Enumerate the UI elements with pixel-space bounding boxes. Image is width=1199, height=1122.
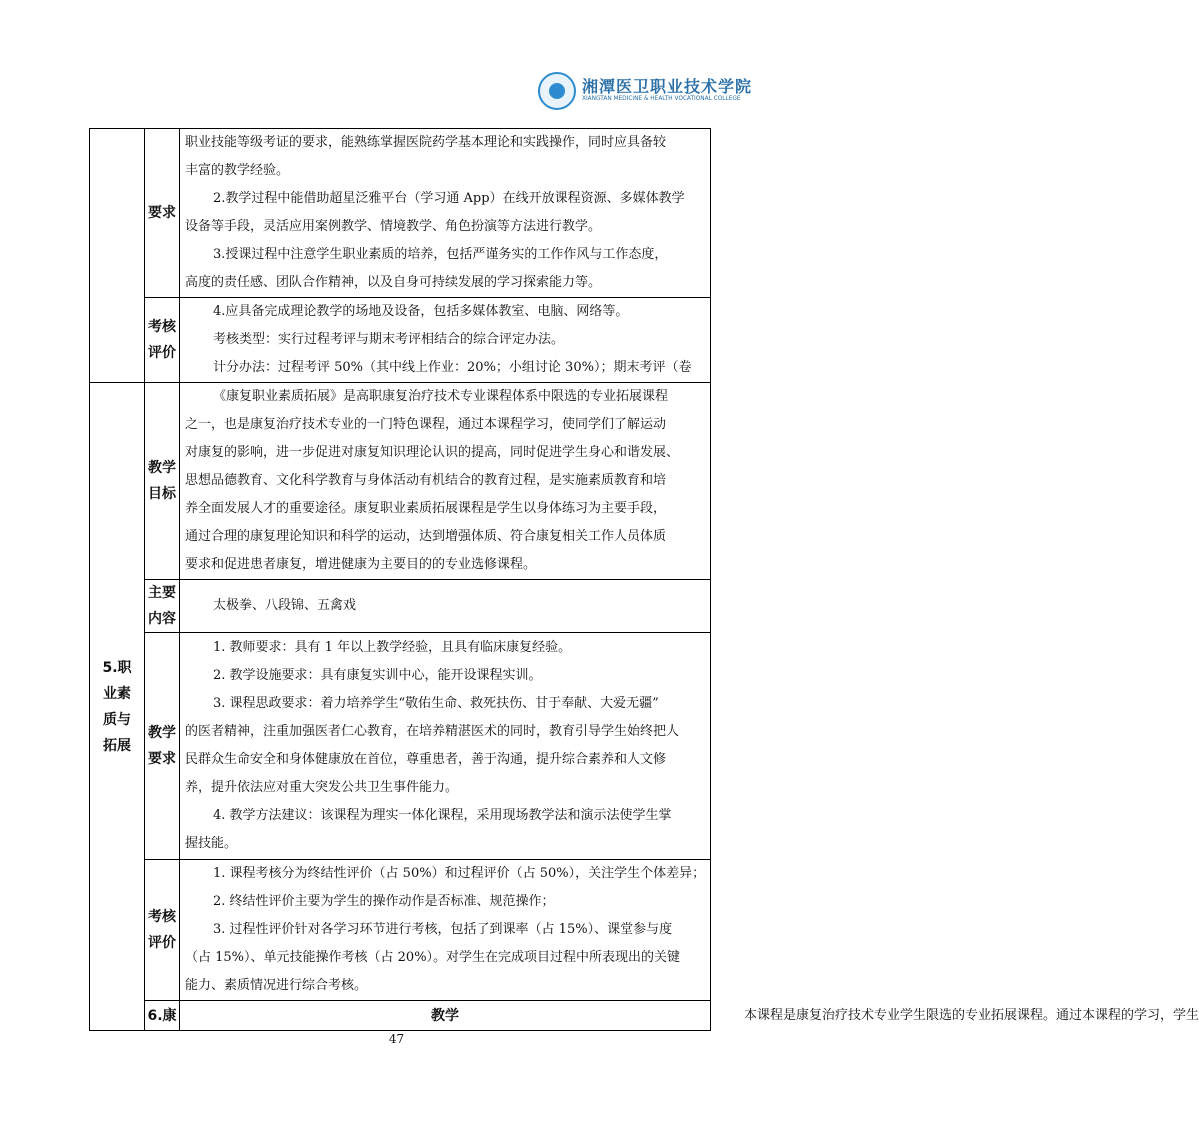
row-label: 教学 要求 bbox=[145, 633, 180, 860]
table-row bbox=[90, 633, 711, 860]
row-label: 考核 评价 bbox=[145, 860, 180, 1001]
table-row: 6.康 教学 本课程是康复治疗技术专业学生限选的专业拓展课程。通过本课程的学习，学生 bbox=[90, 1001, 711, 1031]
curriculum-table bbox=[89, 128, 1199, 1031]
college-logo bbox=[538, 72, 753, 114]
college-name: 湘潭医卫职业技术学院 bbox=[582, 77, 753, 96]
row-content: 太极拳、八段锦、五禽戏 bbox=[180, 580, 711, 633]
row-label: 考核 评价 bbox=[145, 298, 180, 383]
table-row bbox=[90, 860, 711, 1001]
row-content: 职业技能等级考证的要求，能熟练掌握医院药学基本理论和实践操作，同时应具备较 丰富的教学经验。 2.教学过程中能借助超星泛雅平台（学习通 App）在线开放课程资源、多媒体教学 设备等手段，灵活应用案例教学、情境教学、角色扮演等方法进行教学。 3.授课过程中注意学生职业素质的培养，包括严谨务实的工作作风与工作态度， 高度的责任感、团队合作精神，以及自身可持续发展的学习探索能力等。 bbox=[180, 129, 711, 298]
row-label: 教学 目标 bbox=[145, 383, 180, 580]
row-label: 主要 内容 bbox=[145, 580, 180, 633]
page-number: 47 bbox=[388, 1032, 405, 1046]
table-row bbox=[90, 129, 711, 298]
row-label: 要求 bbox=[145, 129, 180, 298]
section-title: 5.职 业素 质与 拓展 bbox=[90, 383, 145, 1031]
table-row bbox=[90, 383, 711, 580]
section-title: 6.康 bbox=[145, 1001, 180, 1031]
college-name-en: XIANGTAN MEDICINE & HEALTH VOCATIONAL COLLEGE bbox=[582, 96, 741, 102]
row-label: 教学 bbox=[180, 1001, 711, 1031]
row-content: 1. 课程考核分为终结性评价（占 50%）和过程评价（占 50%），关注学生个体差异； 2. 终结性评价主要为学生的操作动作是否标准、规范操作； 3. 过程性评价针对各学习环节进行考核，包括了到课率（占 15%）、课堂参与度 （占 15%）、单元技能操作考核（占 20%）。对学生在完成项目过程中所表现出的关键 能力、素质情况进行综合考核。 bbox=[180, 860, 711, 1001]
college-seal-icon bbox=[538, 72, 576, 110]
row-content: 1. 教师要求：具有 1 年以上教学经验，且具有临床康复经验。 2. 教学设施要求：具有康复实训中心，能开设课程实训。 3. 课程思政要求：着力培养学生“敬佑生命、救死扶伤、甘于奉献、大爱无疆” 的医者精神，注重加强医者仁心教育，在培养精湛医术的同时，教育引导学生始终把人 民群众生命安全和身体健康放在首位，尊重患者，善于沟通，提升综合素养和人文修 养，提升依法应对重大突发公共卫生事件能力。 4. 教学方法建议：该课程为理实一体化课程，采用现场教学法和演示法使学生掌 握技能。 bbox=[180, 633, 711, 860]
table-row bbox=[90, 580, 711, 633]
table-row bbox=[90, 298, 711, 383]
row-content: 4.应具备完成理论教学的场地及设备，包括多媒体教室、电脑、网络等。 考核类型：实行过程考评与期末考评相结合的综合评定办法。 计分办法：过程考评 50%（其中线上作业：20%；小组讨论 30%）；期末考评（卷 bbox=[180, 298, 711, 383]
row-content: 《康复职业素质拓展》是高职康复治疗技术专业课程体系中限选的专业拓展课程 之一，也是康复治疗技术专业的一门特色课程，通过本课程学习，使同学们了解运动 对康复的影响，进一步促进对康复知识理论认识的提高，同时促进学生身心和谐发展、 思想品德教育、文化科学教育与身体活动有机结合的教育过程，是实施素质教育和培 养全面发展人才的重要途径。康复职业素质拓展课程是学生以身体练习为主要手段， 通过合理的康复理论知识和科学的运动，达到增强体质、符合康复相关工作人员体质 要求和促进患者康复，增进健康为主要目的的专业选修课程。 bbox=[180, 383, 711, 580]
section-cell-continued bbox=[90, 129, 145, 383]
